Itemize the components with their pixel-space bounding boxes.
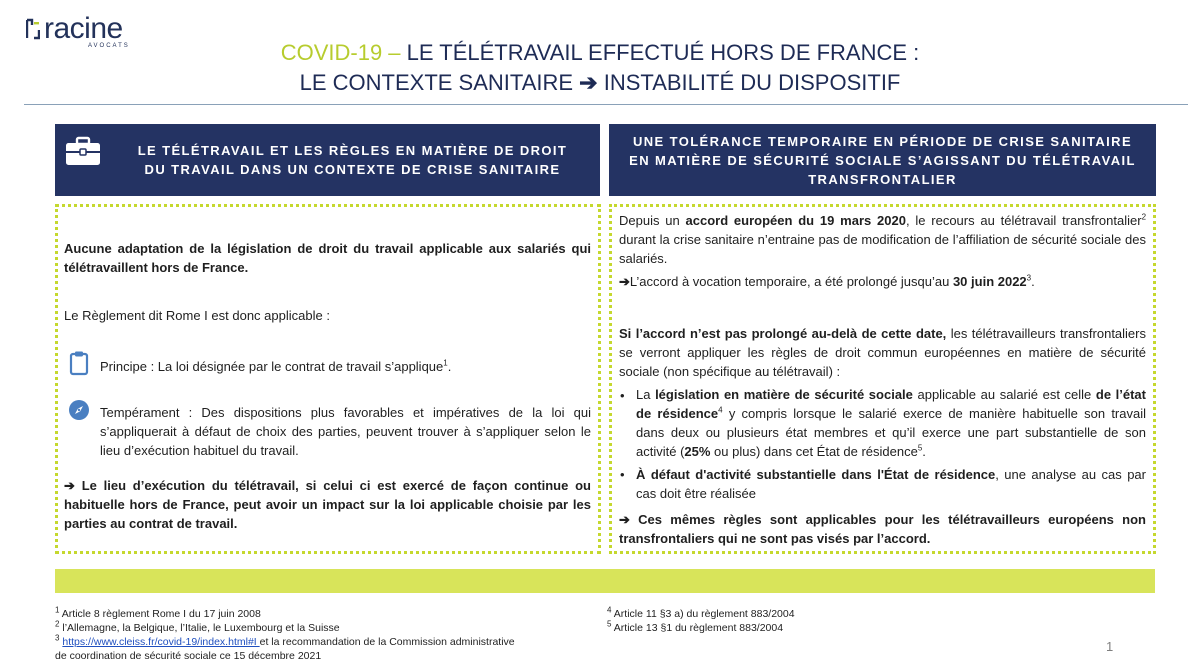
lime-footer-bar [55,569,1155,593]
fn-text: l’Allemagne, la Belgique, l’Italie, le Luxembourg et la Suisse [62,622,340,634]
footnote-ref-3: 3 [1026,273,1032,283]
fn-num: 1 [55,605,60,615]
b1-b: législation en matière de sécurité sociale [655,387,913,402]
right-conclusion-text: Ces mêmes règles sont applicables pour les télétravailleurs européens non transfrontaliers qui ne sont pas visés par l’accord. [619,512,1146,546]
fn-num: 4 [607,605,612,615]
cleiss-link[interactable]: https://www.cleiss.fr/covid-19/index.html#I [62,636,260,648]
right-header-text: UNE TOLÉRANCE TEMPORAIRE EN PÉRIODE DE CRISE SANITAIRE EN MATIÈRE DE SÉCURITÉ SOCIALE S’AGISSANT DU TÉLÉTRAVAIL TRANSFRONTALIER [629,133,1136,187]
b1-f: 25% [684,444,711,459]
b1-h: . [922,444,926,459]
logo-name: racine [44,12,123,45]
page-title-line-2 [0,68,1200,98]
b1-a: La [636,387,656,402]
p1-d: durant la crise sanitaire n’entraine pas de modification de l’affiliation de sécurité sociale des salariés. [619,232,1146,266]
arrow-icon: ➔ [619,274,630,289]
arrow-icon: ➔ [619,512,630,527]
fn-text: Article 11 §3 a) du règlement 883/2004 [613,608,795,620]
b1-g: ou plus) dans cet État de résidence [710,444,918,459]
b2-b: , une analyse au cas par cas doit être réalisée [636,467,1146,501]
left-conclusion [64,476,591,533]
compass-icon [68,399,90,421]
right-bullet-1 [636,385,1146,461]
right-bullet-2 [636,465,1146,503]
footnote-2 [55,621,595,635]
principe-text [100,357,591,376]
title-line2-a: LE CONTEXTE SANITAIRE [299,70,574,95]
right-paragraph-2 [619,272,1146,291]
p2-c: . [1031,274,1035,289]
temperament-text: Tempérament : Des dispositions plus favorables et impératives de la loi qui s’appliquerait à défaut de choix des parties, peuvent trouver à s’appliquer selon le lieu d’exécution habituel du travail. [100,405,591,458]
p2-date: 30 juin 2022 [952,274,1027,289]
footnote-ref-5: 5 [917,443,923,453]
fn-text: Article 13 §1 du règlement 883/2004 [613,622,784,634]
footnote-ref-1: 1 [443,358,448,368]
fn-text: Article 8 règlement Rome I du 17 juin 2008 [61,608,261,620]
footnotes-right [607,607,1007,635]
footnote-3 [55,635,595,649]
principe-label: Principe : La loi désignée par le contrat de travail s’applique [100,359,444,374]
briefcase-icon [65,136,101,166]
title-covid-prefix: COVID-19 – [280,40,401,65]
right-paragraph-1 [619,211,1146,268]
fn-text: et la recommandation de la Commission administrative [259,636,515,648]
footnotes-left [55,607,595,663]
fn-num: 3 [55,633,60,643]
b1-e: y compris lorsque le salarié exerce de manière habituelle son travail dans deux ou plusieurs état membres et qu’il exerce une part substantielle de son activité ( [636,406,1146,459]
p2-a: L’accord à vocation temporaire, a été prolongé jusqu’au [629,274,953,289]
title-divider [24,104,1188,105]
p1-accord: accord européen du 19 mars 2020 [685,213,906,228]
footnote-ref-4: 4 [718,405,723,415]
right-paragraph-3 [619,324,1146,381]
fn-num: 2 [55,619,60,629]
b1-c: applicable au salarié est celle [912,387,1096,402]
p1-c: , le recours au télétravail transfrontalier [905,213,1142,228]
p3-a: Si l’accord n’est pas prolongé au-delà de cette date, [619,326,947,341]
footnote-1 [55,607,595,621]
left-paragraph-2: Le Règlement dit Rome I est donc applicable : [64,308,330,323]
page-number: 1 [1106,639,1114,654]
b2-a: À défaut d'activité substantielle dans l'État de résidence [636,467,996,482]
p3-b: les télétravailleurs transfrontaliers se verront appliquer les règles de droit commun européennes en matière de sécurité sociale (non spécifique au télétravail) : [619,326,1146,379]
title-line1-rest: LE TÉLÉTRAVAIL EFFECTUÉ HORS DE FRANCE : [406,40,920,65]
p1-a: Depuis un [619,213,686,228]
bullet-icon: • [620,388,625,403]
arrow-icon: ➔ [64,478,75,493]
footnote-5 [607,621,1007,635]
b1-d: de l’état de résidence [636,387,1146,421]
right-section-header [609,124,1156,196]
left-section-header [55,124,600,196]
page-title-line-1 [0,38,1200,68]
arrow-icon: ➔ [579,70,598,95]
bullet-icon: • [620,467,625,482]
footnote-ref-2: 2 [1141,212,1147,222]
logo-subtitle: AVOCATS [88,43,130,49]
fn-num: 5 [607,619,612,629]
left-conclusion-text: Le lieu d’exécution du télétravail, si celui ci est exercé de façon continue ou habituelle hors de France, peut avoir un impact sur la loi applicable choisie par les parties au contrat de travail. [64,478,591,531]
logo-mark-icon [26,18,40,40]
footnote-4 [607,607,1007,621]
clipboard-icon [69,350,89,376]
title-line2-b: INSTABILITÉ DU DISPOSITIF [603,70,901,95]
footnote-3-cont: de coordination de sécurité sociale ce 15 décembre 2021 [55,650,322,662]
right-conclusion [619,510,1146,548]
left-paragraph-1: Aucune adaptation de la législation de droit du travail applicable aux salariés qui télétravaillent hors de France. [64,241,591,275]
principe-end: . [447,359,452,374]
left-header-text: LE TÉLÉTRAVAIL ET LES RÈGLES EN MATIÈRE DE DROIT DU TRAVAIL DANS UN CONTEXTE DE CRISE SANITAIRE [137,143,568,177]
